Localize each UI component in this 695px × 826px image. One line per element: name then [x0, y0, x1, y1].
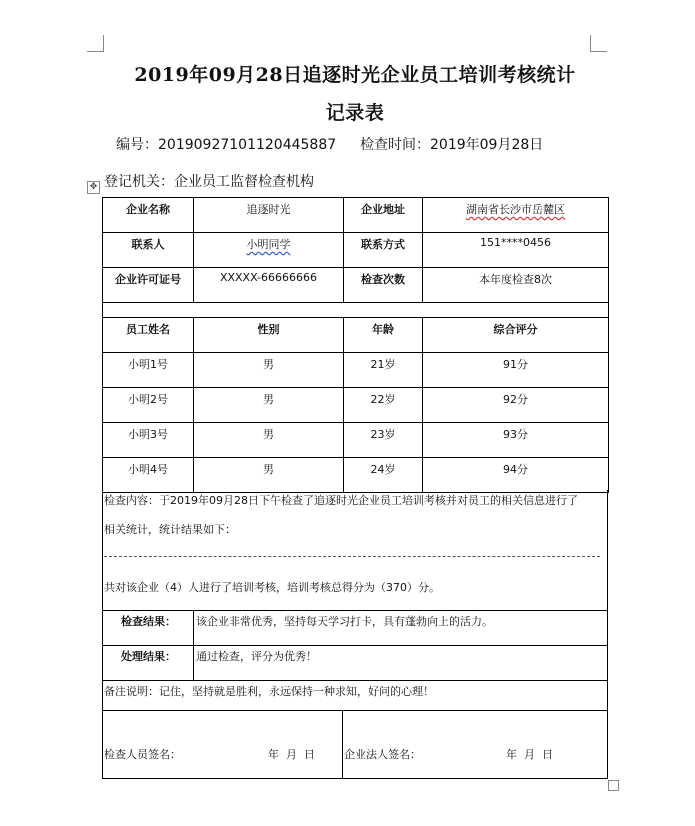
check-time-value: 2019年09月28日 [430, 137, 544, 153]
rule-handle-result-top [102, 645, 608, 646]
staff-score[interactable]: 91分 [423, 353, 609, 388]
staff-gender[interactable]: 男 [194, 458, 344, 493]
company-name-label: 企业名称 [103, 198, 194, 233]
check-content-line-1[interactable]: 检查内容：于2019年09月28日下午检查了追逐时光企业员工培训考核并对员工的相关信息进行了 [104, 494, 578, 507]
contact-text: 小明同学 [246, 238, 291, 251]
table-resize-handle[interactable] [608, 780, 619, 791]
check-result-value[interactable]: 该企业非常优秀，坚持每天学习打卡，具有蓬勃向上的活力。 [196, 615, 493, 628]
serial-label: 编号： [116, 137, 158, 153]
staff-gender[interactable]: 男 [194, 423, 344, 458]
staff-age[interactable]: 24岁 [344, 458, 423, 493]
serial-value: 20190927101120445887 [158, 137, 337, 153]
table-row [103, 353, 609, 388]
staff-header-score: 综合评分 [423, 318, 609, 353]
rule-signature-top [102, 710, 608, 711]
rule-remark-top [102, 680, 608, 681]
page-corner-mark-top-left [87, 35, 104, 52]
document-title [100, 56, 610, 132]
rule-signature-divider [342, 710, 343, 779]
staff-name[interactable]: 小明3号 [103, 423, 194, 458]
phone-value[interactable]: 151****0456 [423, 233, 609, 268]
registry-label: 登记机关： [104, 174, 174, 190]
remark-text[interactable]: 备注说明：记住，坚持就是胜利，永远保持一种求知，好问的心理！ [104, 685, 434, 698]
contact-label: 联系人 [103, 233, 194, 268]
legal-date[interactable]: 年 月 日 [506, 748, 553, 761]
check-content-line-2[interactable]: 相关统计，统计结果如下： [104, 523, 236, 536]
license-value[interactable]: XXXXX-66666666 [194, 268, 344, 303]
table-row [103, 388, 609, 423]
separator-line [104, 556, 600, 557]
staff-age[interactable]: 23岁 [344, 423, 423, 458]
company-address-label: 企业地址 [344, 198, 423, 233]
check-time-label: 检查时间： [360, 137, 430, 153]
handle-result-label: 处理结果： [121, 650, 176, 663]
check-result-label: 检查结果： [121, 615, 176, 628]
staff-age[interactable]: 22岁 [344, 388, 423, 423]
staff-score[interactable]: 93分 [423, 423, 609, 458]
staff-name[interactable]: 小明2号 [103, 388, 194, 423]
record-table [102, 197, 609, 493]
staff-header-row [103, 318, 609, 353]
staff-header-age: 年龄 [344, 318, 423, 353]
spacer-row [103, 303, 609, 318]
check-count-label: 检查次数 [344, 268, 423, 303]
rule-bottom [102, 778, 608, 779]
staff-name[interactable]: 小明1号 [103, 353, 194, 388]
table-row [103, 458, 609, 493]
company-address-text: 湖南省长沙市岳麓区 [466, 203, 565, 216]
staff-score[interactable]: 92分 [423, 388, 609, 423]
registry-value: 企业员工监督检查机构 [174, 174, 314, 190]
staff-name[interactable]: 小明4号 [103, 458, 194, 493]
license-label: 企业许可证号 [103, 268, 194, 303]
handle-result-value[interactable]: 通过检查，评分为优秀！ [196, 650, 317, 663]
frame-left [102, 490, 103, 779]
inspector-signature-label: 检查人员签名： [104, 748, 181, 761]
company-address-value[interactable] [423, 198, 609, 233]
page-corner-mark-top-right [590, 35, 607, 52]
check-time [360, 134, 543, 154]
company-name-value[interactable]: 追逐时光 [194, 198, 344, 233]
staff-gender[interactable]: 男 [194, 353, 344, 388]
result-summary-line[interactable]: 共对该企业（4）人进行了培训考核，培训考核总得分为（370）分。 [104, 581, 440, 594]
title-line-1: 2019年09月28日追逐时光企业员工培训考核统计 [134, 64, 576, 86]
title-line-2: 记录表 [325, 102, 385, 124]
staff-header-name: 员工姓名 [103, 318, 194, 353]
serial-number [116, 134, 336, 154]
table-row [103, 423, 609, 458]
staff-header-gender: 性别 [194, 318, 344, 353]
staff-score[interactable]: 94分 [423, 458, 609, 493]
registry-authority [104, 171, 314, 191]
check-count-value[interactable]: 本年度检查8次 [423, 268, 609, 303]
staff-gender[interactable]: 男 [194, 388, 344, 423]
table-move-handle-icon[interactable]: ✥ [87, 181, 100, 194]
contact-value[interactable] [194, 233, 344, 268]
rule-check-result-top [102, 610, 608, 611]
legal-signature-label: 企业法人签名： [344, 748, 421, 761]
phone-label: 联系方式 [344, 233, 423, 268]
inspector-date[interactable]: 年 月 日 [268, 748, 315, 761]
staff-age[interactable]: 21岁 [344, 353, 423, 388]
